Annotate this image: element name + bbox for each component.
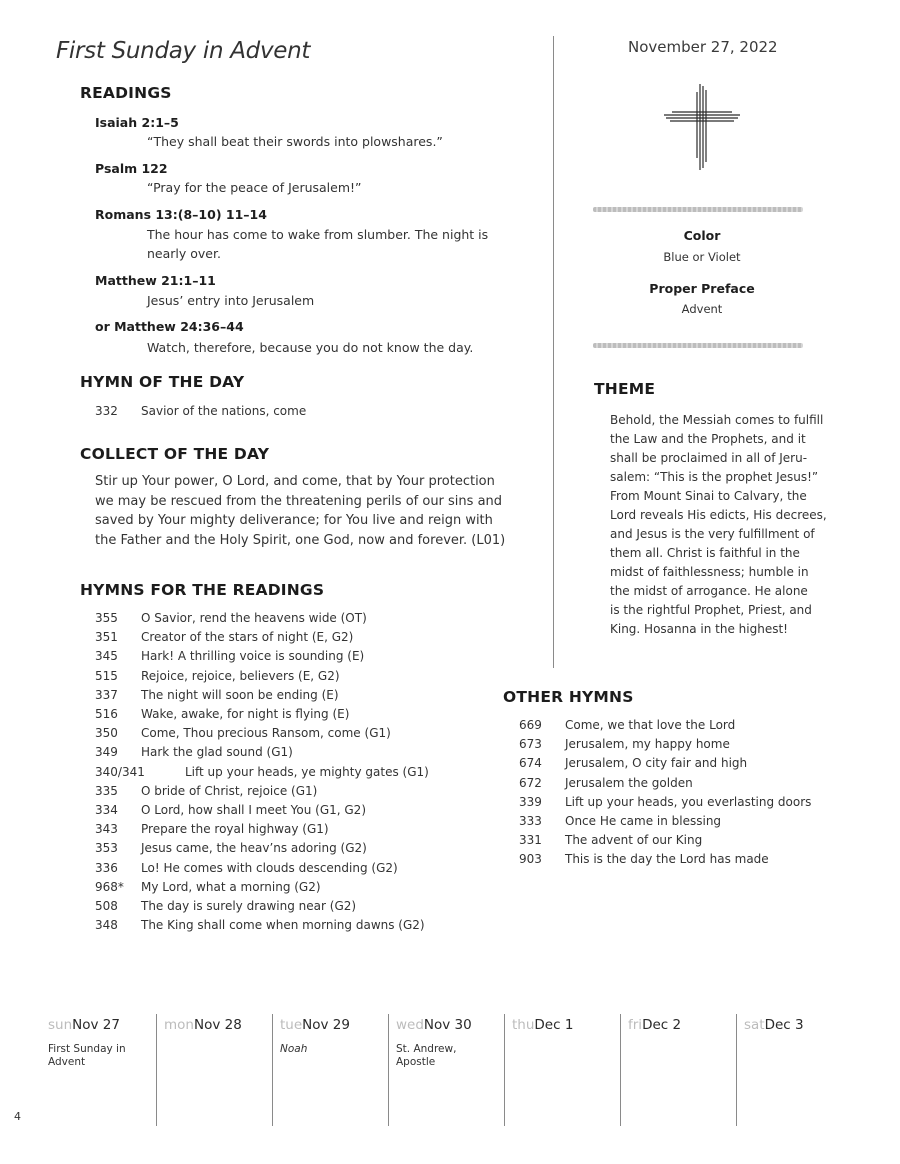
hymn-number: 332 xyxy=(95,404,118,418)
hymn-title: Creator of the stars of night (E, G2) xyxy=(141,630,354,645)
hymn-of-day-heading: HYMN OF THE DAY xyxy=(80,373,245,391)
readings-heading: READINGS xyxy=(80,84,172,102)
hymn-number: 343 xyxy=(95,822,118,837)
calendar-date: Dec 1 xyxy=(534,1017,574,1033)
hymn-title: Jesus came, the heav’ns adoring (G2) xyxy=(141,841,367,856)
calendar-weekday: thu xyxy=(512,1017,535,1033)
calendar-divider xyxy=(504,1014,505,1126)
hymn-number: 350 xyxy=(95,726,118,741)
hymn-title: This is the day the Lord has made xyxy=(565,852,769,867)
hymn-number: 674 xyxy=(519,756,542,771)
reading-desc: nearly over. xyxy=(147,246,221,261)
reading-desc: Jesus’ entry into Jerusalem xyxy=(147,293,315,308)
hymn-number: 673 xyxy=(519,737,542,752)
hymn-number: 339 xyxy=(519,794,542,809)
hymn-title: The night will soon be ending (E) xyxy=(141,687,339,702)
calendar-note: St. Andrew, Apostle xyxy=(396,1043,457,1068)
theme-line: shall be proclaimed in all of Jeru- xyxy=(610,451,808,465)
theme-line: them all. Christ is faithful in the xyxy=(610,546,800,560)
reading-desc: “Pray for the peace of Jerusalem!” xyxy=(147,180,362,195)
theme-line: midst of faithlessness; humble in xyxy=(610,565,809,579)
theme-line: King. Hosanna in the highest! xyxy=(610,622,788,636)
reading-ref: Isaiah 2:1–5 xyxy=(95,115,179,130)
hymn-title: Come, Thou precious Ransom, come (G1) xyxy=(141,726,391,741)
calendar-weekday: wed xyxy=(396,1017,424,1033)
calendar-divider xyxy=(156,1014,157,1126)
calendar-divider xyxy=(736,1014,737,1126)
hymn-number: 355 xyxy=(95,611,118,625)
hymn-number: 334 xyxy=(95,803,118,817)
hymn-title: Hark the glad sound (G1) xyxy=(141,745,293,760)
reading-ref: or Matthew 24:36–44 xyxy=(95,319,244,334)
hymn-number: 515 xyxy=(95,668,118,683)
hymn-title: Rejoice, rejoice, believers (E, G2) xyxy=(141,668,340,683)
calendar-note: Noah xyxy=(280,1043,308,1055)
reading-desc: The hour has come to wake from slumber. The night is xyxy=(147,227,489,242)
decorative-rule xyxy=(593,207,803,212)
hymn-number: 348 xyxy=(95,918,118,933)
collect-text: Stir up Your power, O Lord, and come, that by Your protection we may be rescued from the threatening perils of our sins and saved by Your mighty deliverance; for You live and reign with the Father and the Holy Spirit, one God, now and forever. (L01) xyxy=(95,474,506,548)
calendar-divider xyxy=(272,1014,273,1126)
hymn-title: Lo! He comes with clouds descending (G2) xyxy=(141,860,398,875)
cross-icon xyxy=(662,82,742,172)
color-label: Color xyxy=(683,228,721,243)
reading-desc: “They shall beat their swords into plowshares.” xyxy=(147,134,443,149)
hymn-number: 508 xyxy=(95,899,118,913)
hymn-number: 516 xyxy=(95,707,118,721)
hymn-number: 336 xyxy=(95,860,118,875)
hymn-title: O Lord, how shall I meet You (G1, G2) xyxy=(141,803,366,817)
hymn-number: 337 xyxy=(95,687,118,702)
calendar-day xyxy=(280,1014,382,1126)
page-title: First Sunday in Advent xyxy=(56,38,311,64)
preface-label: Proper Preface xyxy=(649,281,755,296)
hymn-title: My Lord, what a morning (G2) xyxy=(141,879,321,894)
theme-line: Behold, the Messiah comes to fulfill xyxy=(610,413,824,427)
calendar-date: Dec 2 xyxy=(642,1017,682,1033)
calendar-weekday: fri xyxy=(628,1017,643,1033)
calendar-date: Nov 30 xyxy=(423,1017,472,1033)
theme-line: salem: “This is the prophet Jesus!” xyxy=(610,470,819,484)
calendar-date: Nov 27 xyxy=(72,1017,120,1033)
hymn-title: Lift up your heads, ye mighty gates (G1) xyxy=(185,764,429,779)
hymn-number: 353 xyxy=(95,841,118,856)
decorative-rule xyxy=(593,343,803,348)
hymn-number: 349 xyxy=(95,745,118,760)
hymn-number: 669 xyxy=(519,718,542,732)
calendar-day xyxy=(164,1014,266,1126)
theme-line: and Jesus is the very fulfillment of xyxy=(610,527,815,541)
hymn-title: Hark! A thrilling voice is sounding (E) xyxy=(141,649,365,664)
hymn-title: Wake, awake, for night is flying (E) xyxy=(141,707,350,721)
hymn-title: Savior of the nations, come xyxy=(141,404,307,418)
calendar-weekday: sun xyxy=(48,1017,73,1033)
hymn-title: O bride of Christ, rejoice (G1) xyxy=(141,783,318,798)
calendar-day xyxy=(396,1014,498,1126)
calendar-day xyxy=(512,1014,614,1126)
theme-line: is the rightful Prophet, Priest, and xyxy=(610,603,812,617)
calendar-note: First Sunday in Advent xyxy=(48,1043,126,1068)
hymn-number: 340/341 xyxy=(95,764,145,779)
hymn-number: 345 xyxy=(95,649,118,664)
theme-heading: THEME xyxy=(594,380,656,398)
reading-desc: Watch, therefore, because you do not know the day. xyxy=(147,340,474,355)
calendar-weekday: sat xyxy=(744,1017,765,1033)
hymn-number: 331 xyxy=(519,833,542,848)
calendar-date: Nov 29 xyxy=(302,1017,350,1033)
hymns-readings-heading: HYMNS FOR THE READINGS xyxy=(80,581,325,599)
other-hymns-heading: OTHER HYMNS xyxy=(503,688,634,706)
hymn-title: Prepare the royal highway (G1) xyxy=(141,822,329,837)
reading-ref: Matthew 21:1–11 xyxy=(95,273,216,288)
hymn-number: 672 xyxy=(519,775,542,790)
hymn-title: Once He came in blessing xyxy=(565,814,722,828)
calendar-date: Dec 3 xyxy=(764,1017,804,1033)
hymn-title: Jerusalem, my happy home xyxy=(565,737,730,752)
hymn-title: The advent of our King xyxy=(565,833,703,848)
calendar-day xyxy=(48,1014,150,1126)
calendar-day xyxy=(628,1014,730,1126)
calendar-date: Nov 28 xyxy=(193,1017,242,1033)
reading-ref: Romans 13:(8–10) 11–14 xyxy=(95,207,267,222)
hymn-number: 333 xyxy=(519,814,542,828)
column-divider xyxy=(553,36,554,668)
calendar-divider xyxy=(620,1014,621,1126)
hymn-number: 351 xyxy=(95,630,118,645)
preface-value: Advent xyxy=(681,302,723,316)
calendar-day xyxy=(744,1014,846,1126)
hymn-title: The day is surely drawing near (G2) xyxy=(141,899,357,913)
calendar-weekday: tue xyxy=(280,1017,303,1033)
theme-line: the midst of arrogance. He alone xyxy=(610,584,808,598)
reading-ref: Psalm 122 xyxy=(95,161,168,176)
hymn-title: O Savior, rend the heavens wide (OT) xyxy=(141,611,367,625)
theme-line: Lord reveals His edicts, His decrees, xyxy=(610,508,827,522)
calendar-weekday: mon xyxy=(164,1017,194,1033)
hymn-title: Lift up your heads, you everlasting doors xyxy=(565,794,812,809)
hymn-title: Jerusalem the golden xyxy=(565,775,693,790)
page-number: 4 xyxy=(14,1110,21,1123)
calendar-divider xyxy=(388,1014,389,1126)
hymn-number: 903 xyxy=(519,852,542,867)
hymn-title: Come, we that love the Lord xyxy=(565,718,736,732)
hymn-title: The King shall come when morning dawns (G2) xyxy=(141,918,425,933)
collect-heading: COLLECT OF THE DAY xyxy=(80,445,270,463)
theme-line: the Law and the Prophets, and it xyxy=(610,432,806,446)
color-value: Blue or Violet xyxy=(663,250,741,264)
theme-line: From Mount Sinai to Calvary, the xyxy=(610,489,807,503)
hymn-number: 968* xyxy=(95,879,124,894)
service-date: November 27, 2022 xyxy=(628,38,778,56)
hymn-title: Jerusalem, O city fair and high xyxy=(565,756,748,771)
hymn-number: 335 xyxy=(95,783,118,798)
